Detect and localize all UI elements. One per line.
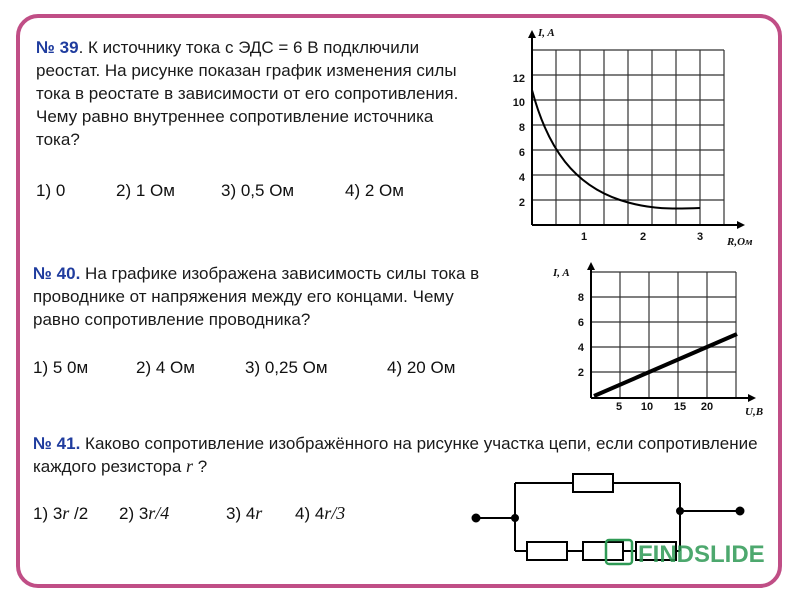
graph40-grid bbox=[591, 272, 736, 398]
graph40-x-arrow bbox=[748, 394, 756, 402]
graph40-y-arrow bbox=[587, 262, 595, 270]
p40-answer-2[interactable]: 2) 4 Ом bbox=[136, 358, 195, 377]
graph39-ytick: 2 bbox=[518, 197, 525, 209]
p39-answer-2[interactable]: 2) 1 Ом bbox=[116, 181, 175, 200]
graph39-grid bbox=[532, 50, 724, 225]
graph39-curve bbox=[532, 90, 700, 209]
graph40-y-label: I, A bbox=[553, 267, 570, 279]
watermark-text: FINDSLIDE bbox=[638, 541, 765, 568]
p39-answer-3[interactable]: 3) 0,5 Ом bbox=[221, 181, 295, 200]
p40-answer-4[interactable]: 4) 20 Ом bbox=[387, 358, 456, 377]
problem-39-number: № 39 bbox=[36, 38, 79, 57]
graph39-xtick: 1 bbox=[580, 231, 588, 243]
graph39 bbox=[513, 27, 753, 248]
graph40-xtick: 5 bbox=[615, 401, 623, 413]
problem-40-question: На графике изображена зависимость силы тока в проводнике от напряжения между его концами. Чему равно сопротивление проводника? bbox=[33, 264, 480, 329]
p39-answer-1[interactable]: 1) 0 bbox=[36, 181, 66, 200]
graph40 bbox=[552, 262, 763, 418]
p41-answer-4[interactable]: 4) 4r/3 bbox=[295, 503, 346, 523]
graph39-ytick: 12 bbox=[512, 73, 525, 85]
p40-answer-3[interactable]: 3) 0,25 Ом bbox=[245, 358, 328, 377]
problem-41-number: № 41. bbox=[33, 434, 81, 453]
watermark bbox=[606, 540, 765, 568]
graph39-ytick: 10 bbox=[512, 97, 525, 109]
graph39-ytick: 4 bbox=[518, 172, 525, 184]
p39-answer-4[interactable]: 4) 2 Ом bbox=[345, 181, 404, 200]
resistor-bottom-1 bbox=[527, 542, 567, 560]
problem-41-question: Каково сопротивление изображённого на рисунке участка цепи, если сопротивление каждого резистора bbox=[33, 434, 758, 476]
p41-answer-2[interactable]: 2) 3r/4 bbox=[119, 503, 170, 523]
problem-40-number: № 40. bbox=[33, 264, 81, 283]
graph39-xtick: 3 bbox=[696, 231, 704, 243]
graph40-ytick: 4 bbox=[577, 342, 584, 354]
graph39-y-label: I, A bbox=[538, 27, 555, 39]
graph40-xtick: 10 bbox=[640, 401, 654, 413]
graph40-ytick: 6 bbox=[577, 317, 584, 329]
graph39-x-label: R,Ом bbox=[727, 236, 753, 248]
problem-41-question-end: ? bbox=[193, 457, 208, 476]
terminal-right bbox=[737, 508, 744, 515]
graph39-ytick: 8 bbox=[518, 122, 525, 134]
p40-answer-1[interactable]: 1) 5 0м bbox=[33, 358, 89, 377]
graph39-ytick: 6 bbox=[518, 147, 525, 159]
p41-answer-1[interactable]: 1) 3r /2 bbox=[33, 503, 89, 523]
graph40-ytick: 8 bbox=[577, 292, 584, 304]
resistor-var: r bbox=[186, 456, 194, 476]
graph40-xtick: 15 bbox=[673, 401, 687, 413]
graph39-x-arrow bbox=[737, 221, 745, 229]
problem-39-question: . К источнику тока с ЭДС = 6 В подключили реостат. На рисунке показан график изменения силы тока в реостате в зависимости от его сопротивления. Чему равно внутреннее сопротивление источника тока? bbox=[36, 38, 459, 149]
graph39-y-arrow bbox=[528, 30, 536, 38]
resistor-bottom-2 bbox=[583, 542, 623, 560]
graph39-xtick: 2 bbox=[639, 231, 647, 243]
graph40-ytick: 2 bbox=[577, 367, 584, 379]
graph40-xtick: 20 bbox=[700, 401, 714, 413]
resistor-top bbox=[573, 474, 613, 492]
graph40-line bbox=[594, 334, 737, 396]
graph40-x-label: U,B bbox=[745, 406, 764, 418]
p41-answer-3[interactable]: 3) 4r bbox=[226, 503, 263, 523]
